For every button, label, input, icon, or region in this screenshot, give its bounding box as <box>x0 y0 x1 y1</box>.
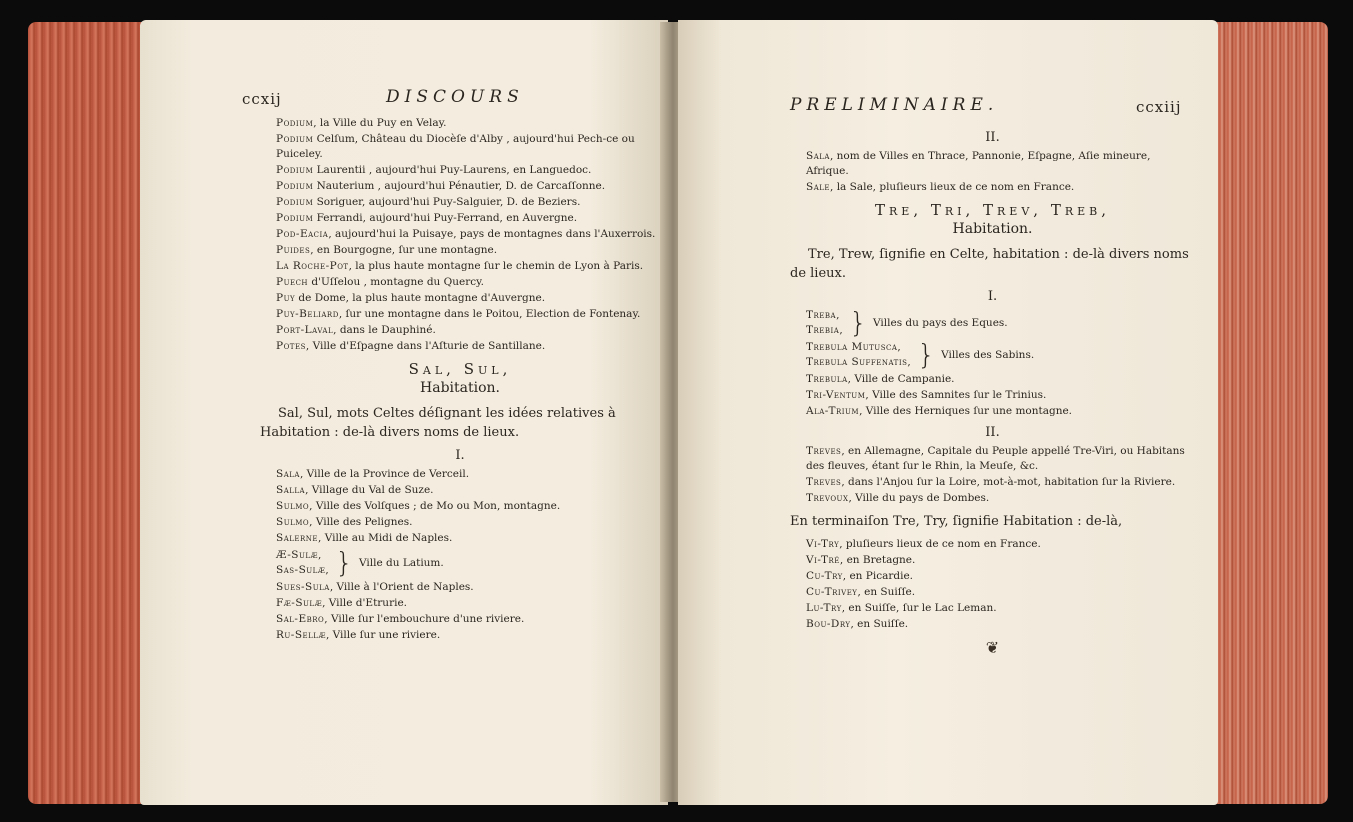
entry-list <box>260 116 660 354</box>
entry-headword: Salla <box>276 484 306 496</box>
entry-headword: Bou-Dry <box>806 618 851 630</box>
entry-text: , la Ville du Puy en Velay. <box>313 117 447 129</box>
entry-text: , Ville du pays de Dombes. <box>848 492 990 504</box>
brace-name: Trebula Mutuſca, <box>806 341 902 353</box>
entry-headword: Sulmo <box>276 516 310 528</box>
page-edges-left <box>28 22 148 804</box>
entry-text: Soriguer, aujourd'hui Puy-Salguier, D. de Beziers. <box>313 196 581 208</box>
entry <box>276 291 660 306</box>
running-title: DISCOURS <box>386 87 524 107</box>
entry-text: , en Suiſſe. <box>850 618 909 630</box>
entry <box>276 179 660 194</box>
entry <box>276 307 660 322</box>
entry <box>276 499 660 514</box>
page-number: ccxij <box>242 90 282 108</box>
left-header <box>242 87 660 116</box>
entry <box>276 515 660 530</box>
entry-text: , Ville des Pelignes. <box>309 516 413 528</box>
right-page <box>678 20 1218 805</box>
entry-text: , en Bretagne. <box>839 554 916 566</box>
entry-headword: Ru-Sellæ <box>276 629 326 641</box>
entry-text: , Ville ſur l'embouchure d'une riviere. <box>324 613 525 625</box>
entry-headword: Podium <box>276 164 314 176</box>
entry-text: , Ville des Samnites ſur le Trinius. <box>865 389 1047 401</box>
entry-text: , la plus haute montagne ſur le chemin de Lyon à Paris. <box>348 260 644 272</box>
entry-text: , nom de Villes en Thrace, Pannonie, Eſpagne, Aſie mineure, Afrique. <box>806 150 1151 177</box>
entry-text: Nauterium , aujourd'hui Pénautier, D. de Carcaſſonne. <box>313 180 606 192</box>
entry-headword: Sala <box>806 150 830 162</box>
entry-headword: Treves <box>806 476 842 488</box>
entry <box>276 628 660 643</box>
right-page-content <box>790 95 1195 657</box>
entry <box>806 553 1195 568</box>
brace-text: Ville du Latium. <box>359 556 444 569</box>
brace-group <box>806 308 1195 338</box>
page-number: ccxiij <box>1136 98 1182 116</box>
entry <box>276 596 660 611</box>
entry <box>276 531 660 546</box>
entry <box>806 444 1195 474</box>
section-numeral: I. <box>987 289 998 304</box>
entry-text: , en Picardie. <box>842 570 914 582</box>
entry-headword: Sal-Ebro <box>276 613 325 625</box>
brace-group <box>276 548 660 578</box>
brace-text: Villes du pays des Eques. <box>873 316 1008 329</box>
entry-text: , Ville de la Province de Verceil. <box>299 468 470 480</box>
entry-headword: Puy <box>276 292 296 304</box>
brace-name: Trebula Suffenatis, <box>806 356 912 368</box>
left-page-content <box>242 87 660 644</box>
entry-text: Laurentii , aujourd'hui Puy-Laurens, en Languedoc. <box>313 164 592 176</box>
entry <box>276 323 660 338</box>
section-title: Tre, Tri, Trev, Treb, <box>875 201 1110 219</box>
entry <box>276 116 660 131</box>
entry-headword: Trebula <box>806 373 848 385</box>
section-subtitle: Habitation. <box>952 221 1033 237</box>
entry-headword: Potes <box>276 340 306 352</box>
entry-text: , aujourd'hui la Puisaye, pays de montagnes dans l'Auxerrois. <box>328 228 656 240</box>
entry-text: , en Bourgogne, ſur une montagne. <box>310 244 498 256</box>
entry-headword: Ala-Trium <box>806 405 860 417</box>
entry <box>806 491 1195 506</box>
entry-headword: Cu-Try <box>806 570 843 582</box>
entry <box>276 132 660 162</box>
entry-list <box>790 372 1195 419</box>
entry-list <box>260 580 660 643</box>
entry-text: Celſum, Château du Diocèſe d'Alby , aujourd'hui Pech-ce ou Puiceley. <box>276 133 635 160</box>
paragraph: Tre, Trew, ſignifie en Celte, habitation : de-là divers noms de lieux. <box>790 247 1189 281</box>
entry <box>806 569 1195 584</box>
entry-text: , Ville des Herniques ſur une montagne. <box>859 405 1073 417</box>
entry-text: , Village du Val de Suze. <box>305 484 434 496</box>
entry <box>276 211 660 226</box>
entry-headword: Podium <box>276 196 314 208</box>
brace-names <box>806 308 843 338</box>
entry <box>276 467 660 482</box>
entry-text: , Ville d'Etrurie. <box>322 597 407 609</box>
entry-headword: Sala <box>276 468 300 480</box>
entry <box>806 475 1195 490</box>
ornament-icon: ❦ <box>985 638 1000 657</box>
entry-text: , Ville ſur une riviere. <box>325 629 441 641</box>
brace-name: Trebia, <box>806 324 844 336</box>
section-subtitle: Habitation. <box>420 380 500 396</box>
brace-text: Villes des Sabins. <box>941 348 1035 361</box>
entry <box>276 195 660 210</box>
paragraph: Sal, Sul, mots Celtes déſignant les idées relatives à Habitation : de-là divers noms de lieux. <box>260 406 616 440</box>
entry <box>276 163 660 178</box>
entry-headword: Podium <box>276 117 314 129</box>
brace-group <box>806 340 1195 370</box>
entry <box>806 617 1195 632</box>
right-header <box>790 95 1195 124</box>
entry <box>806 585 1195 600</box>
paragraph: En terminaiſon Tre, Try, ſignifie Habitation : de-là, <box>790 514 1123 529</box>
entry-text: Ferrandi, aujourd'hui Puy-Ferrand, en Auvergne. <box>313 212 578 224</box>
entry-list <box>260 467 660 546</box>
entry <box>806 149 1195 179</box>
section-numeral: I. <box>455 448 465 463</box>
entry-headword: Puy-Beliard <box>276 308 339 320</box>
entry-text: , Ville de Campanie. <box>847 373 955 385</box>
entry-headword: Lu-Try <box>806 602 842 614</box>
entry-headword: La Roche-Pot <box>276 260 349 272</box>
section-numeral: II. <box>985 425 1000 440</box>
open-book <box>28 12 1328 812</box>
entry <box>276 275 660 290</box>
entry-headword: Sues-Sula <box>276 581 330 593</box>
entry-headword: Puech <box>276 276 309 288</box>
entry-text: , en Suiſſe. <box>857 586 916 598</box>
entry-headword: Fæ-Sulæ <box>276 597 323 609</box>
entry-headword: Podium <box>276 180 314 192</box>
entry-text: , Ville des Volſques ; de Mo ou Mon, montagne. <box>309 500 561 512</box>
entry-headword: Pod-Eacia <box>276 228 329 240</box>
entry-text: , dans le Dauphiné. <box>333 324 436 336</box>
entry <box>806 180 1195 195</box>
entry-headword: Trevoux <box>806 492 849 504</box>
brace-name: Æ-Sulæ, <box>276 549 322 561</box>
entry-headword: Treves <box>806 445 842 457</box>
entry-text: , en Suiſſe, ſur le Lac Leman. <box>841 602 997 614</box>
brace-name: Treba, <box>806 309 840 321</box>
entry-text: , dans l'Anjou ſur la Loire, mot-à-mot, habitation ſur la Riviere. <box>841 476 1176 488</box>
entry <box>276 259 660 274</box>
entry <box>806 537 1195 552</box>
entry <box>276 483 660 498</box>
entry-text: , Ville à l'Orient de Naples. <box>329 581 474 593</box>
brace-name: Sas-Sulæ, <box>276 564 330 576</box>
entry <box>276 612 660 627</box>
entry-text: , Ville au Midi de Naples. <box>318 532 453 544</box>
entry-headword: Sale <box>806 181 831 193</box>
section-numeral: II. <box>985 130 1000 145</box>
brace-icon: } <box>335 546 354 579</box>
entry <box>276 243 660 258</box>
entry-text: d'Uſſelou , montagne du Quercy. <box>308 276 485 288</box>
brace-names <box>806 340 911 370</box>
entry-text: , Ville d'Eſpagne dans l'Aſturie de Santillane. <box>305 340 546 352</box>
entry-headword: Puides <box>276 244 311 256</box>
entry-headword: Cu-Trivey <box>806 586 858 598</box>
brace-icon: } <box>849 306 868 339</box>
entry-text: de Dome, la plus haute montagne d'Auvergne. <box>295 292 546 304</box>
entry-list <box>790 537 1195 632</box>
entry <box>276 580 660 595</box>
entry-text: , la Sale, pluſieurs lieux de ce nom en France. <box>830 181 1075 193</box>
entry-headword: Podium <box>276 133 314 145</box>
entry-text: , ſur une montagne dans le Poitou, Election de Fontenay. <box>338 308 641 320</box>
entry <box>806 601 1195 616</box>
entry <box>806 388 1195 403</box>
entry-headword: Sulmo <box>276 500 310 512</box>
brace-names <box>276 548 329 578</box>
entry-headword: Vi-Tré <box>806 554 840 566</box>
entry-headword: Salerne <box>276 532 319 544</box>
entry <box>806 372 1195 387</box>
entry-list <box>790 444 1195 506</box>
entry-headword: Podium <box>276 212 314 224</box>
entry-list <box>790 149 1195 195</box>
entry-headword: Vi-Try <box>806 538 840 550</box>
entry-text: , pluſieurs lieux de ce nom en France. <box>839 538 1041 550</box>
entry-headword: Port-Laval <box>276 324 334 336</box>
entry <box>806 404 1195 419</box>
entry-text: , en Allemagne, Capitale du Peuple appellé Tre-Viri, ou Habitans des fleuves, étant ſur le Rhin, la Meuſe, &c. <box>806 445 1185 472</box>
left-page <box>140 20 668 805</box>
section-title: Sal, Sul, <box>408 360 512 378</box>
entry-headword: Tri-Ventum <box>806 389 866 401</box>
page-edges-right <box>1216 22 1328 804</box>
brace-icon: } <box>917 338 936 371</box>
entry <box>276 339 660 354</box>
running-title: PRELIMINAIRE. <box>790 95 999 115</box>
entry <box>276 227 660 242</box>
